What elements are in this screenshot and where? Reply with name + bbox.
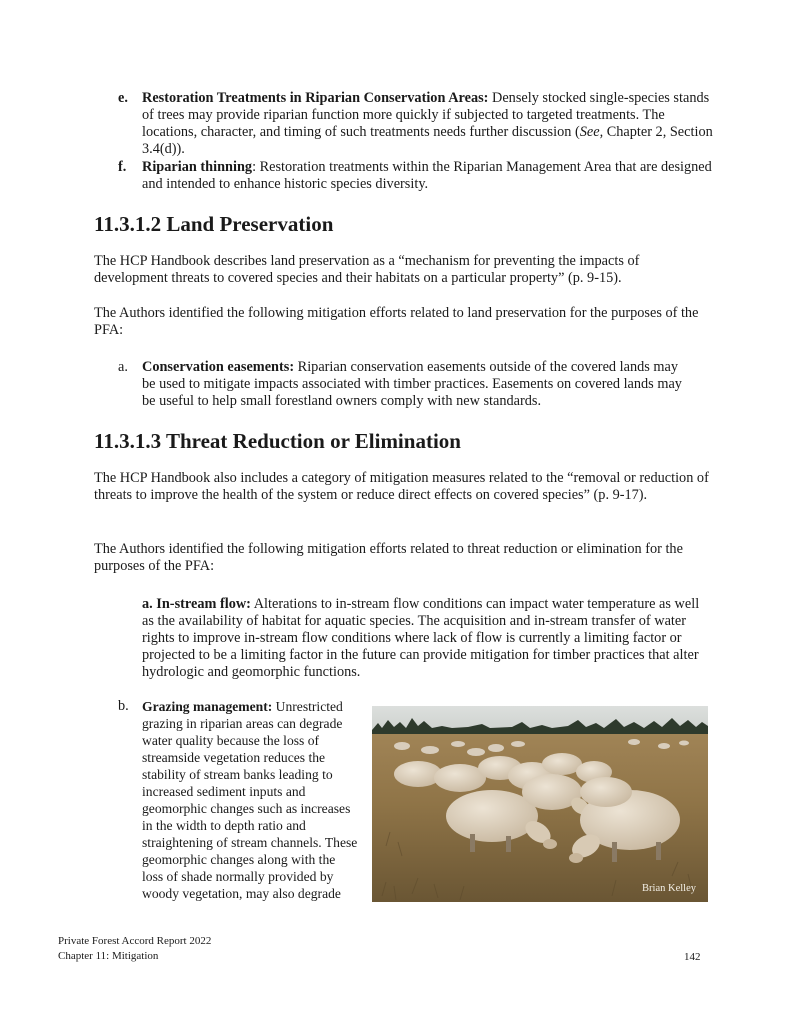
see-reference: See, <box>579 124 604 140</box>
list-item-text: Riparian thinning: Restoration treatments within the Riparian Management Area that are designed and intended to enhance historic species diversity. <box>142 159 712 192</box>
list-item-heading: Riparian thinning <box>142 159 253 175</box>
section-heading-land-preservation: 11.3.1.2 Land Preservation <box>94 212 334 236</box>
list-item-heading: Restoration Treatments in Riparian Conservation Areas: <box>142 90 489 106</box>
list-item-heading: Conservation easements: <box>142 359 295 375</box>
list-item-text: a. In-stream flow: Alterations to in-stream flow conditions can impact water temperature as well as the availability of habitat for aquatic species. The acquisition and in-stream transfer of water rights to improve in-stream flow conditions where lack of flow is currently a limiting factor or projected to be a limiting factor in the future can provide mitigation for timber practices that alter hydrologic and geomorphic functions. <box>142 596 700 680</box>
list-item-text: Restoration Treatments in Riparian Conservation Areas: Densely stocked single-species stands of trees may provide riparian function more quickly if subjected to targeted treatments. The locations, character, and timing of such treatments needs further discussion (See, Chapter 2, Section 3.4(d)). <box>142 90 713 157</box>
list-marker: e. <box>118 90 128 106</box>
sheep-photo-illustration <box>372 706 708 902</box>
list-item-in-stream-flow <box>142 596 714 684</box>
paragraph-threat-reduction-lead: The Authors identified the following mitigation efforts related to threat reduction or elimination for the purposes of the PFA: <box>94 541 683 574</box>
page-number: 142 <box>684 951 701 963</box>
paragraph-land-preservation-lead: The Authors identified the following mitigation efforts related to land preservation for the purposes of the PFA: <box>94 305 699 338</box>
list-item-conservation-easements <box>118 359 714 411</box>
paragraph-land-preservation-intro: The HCP Handbook describes land preservation as a “mechanism for preventing the impacts of development threats to covered species and their habitats on a particular property” (p. 9-15). <box>94 253 640 286</box>
list-item-grazing-management <box>118 698 368 908</box>
paragraph-threat-reduction-intro: The HCP Handbook also includes a category of mitigation measures related to the “removal or reduction of threats to improve the health of the system or reduce direct effects on covered species” (p. 9-17). <box>94 470 709 503</box>
list-marker: f. <box>118 159 127 175</box>
footer <box>58 934 211 964</box>
section-heading-threat-reduction: 11.3.1.3 Threat Reduction or Elimination <box>94 429 461 453</box>
list-marker: a. <box>118 359 128 375</box>
sheep-grazing-photo <box>372 706 708 902</box>
list-item-text: Grazing management: Unrestricted grazing in riparian areas can degrade water quality because the loss of streamside vegetation reduces the stability of stream banks leading to increased sediment inputs and geomorphic changes such as increases in the width to depth ratio and straightening of stream channels. These geomorphic changes along with the loss of shade normally provided by woody vegetation, may also degrade <box>142 699 358 901</box>
list-item-heading: Grazing management: <box>142 699 273 714</box>
photo-credit: Brian Kelley <box>642 883 696 894</box>
list-marker: b. <box>118 698 129 714</box>
list-item-heading: a. In-stream flow: <box>142 596 251 612</box>
footer-chapter: Chapter 11: Mitigation <box>58 950 159 962</box>
list-item-f <box>118 159 714 195</box>
list-item-text: Conservation easements: Riparian conservation easements outside of the covered lands may be used to mitigate impacts associated with timber practices. Easements on covered lands may be useful to help small forestland owners comply with new standards. <box>142 359 682 409</box>
footer-report-title: Private Forest Accord Report 2022 <box>58 935 212 947</box>
list-item-e <box>118 90 714 158</box>
